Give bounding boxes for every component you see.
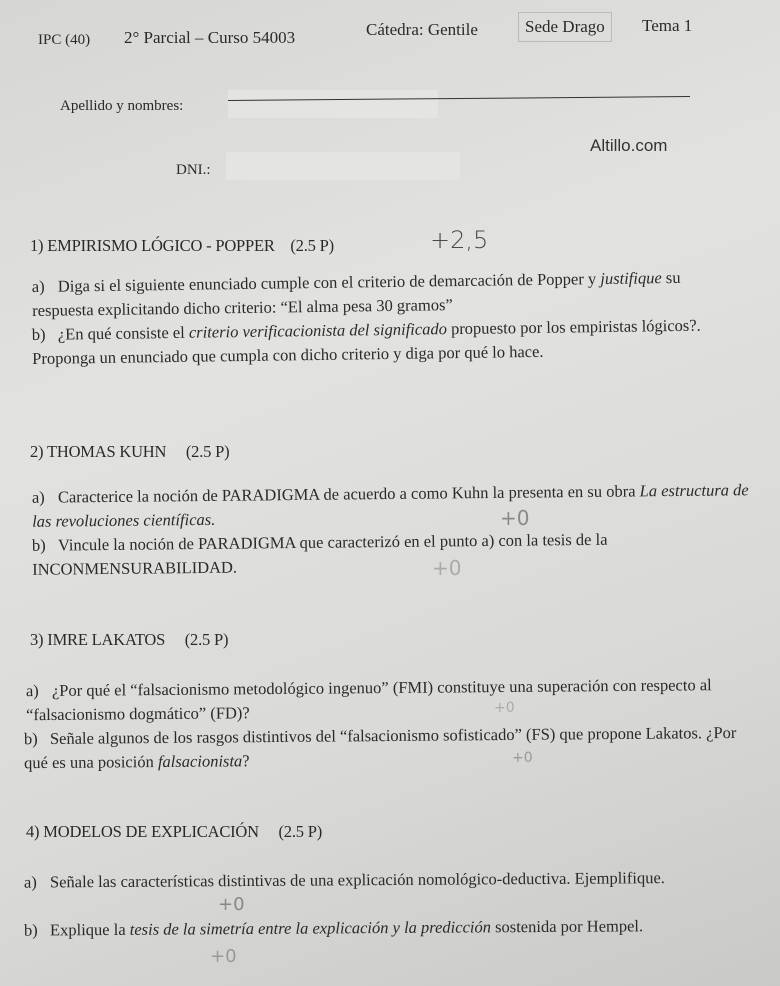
question-label: b): [23, 920, 38, 940]
section-3-title: [30, 630, 228, 650]
section-points: (2.5 P): [290, 236, 334, 255]
question-text: Vincule la noción de PARADIGMA que caracterizó en el punto a) con la tesis de la INCONMENSURABILIDAD.: [32, 529, 608, 579]
question-text-italic: tesis de la simetría entre la explicación y la predicción: [129, 917, 492, 939]
exam-title: 2° Parcial – Curso 54003: [124, 28, 296, 47]
question-4a: [24, 865, 762, 894]
section-2-title: [30, 442, 229, 462]
name-field[interactable]: [228, 90, 438, 118]
question-text: propuesto por los empiristas lógicos?. Proponga un enunciado que cumpla con dicho criterio y diga por qué lo hace.: [32, 315, 701, 368]
dni-field[interactable]: [226, 152, 460, 180]
question-text: Señale las características distintivas de una explicación nomológico-deductiva. Ejemplifique.: [49, 868, 665, 892]
question-text: su respuesta explicitando dicho criterio: “El alma pesa 30 gramos”: [32, 267, 681, 320]
question-4a-grade: +0: [218, 894, 245, 915]
name-label: Apellido y nombres:: [60, 98, 184, 114]
question-2a-grade: +0: [500, 506, 530, 530]
dni-label: DNI.:: [176, 162, 211, 178]
question-3a-grade: +0: [494, 700, 515, 716]
question-label: b): [31, 535, 46, 555]
question-text-italic: falsacionista: [157, 751, 243, 772]
question-text: ¿Por qué el “falsacionismo metodológico ingenuo” (FMI) constituye una superación con respecto al “falsacionismo dogmático” (FD)?: [26, 675, 712, 725]
question-text: Explique la: [49, 919, 130, 940]
question-1b: [32, 313, 745, 371]
section-points: (2.5 P): [185, 442, 230, 461]
question-text-italic: justifique: [600, 268, 662, 289]
question-label: a): [25, 681, 39, 701]
venue-box: [518, 12, 612, 42]
course-code: IPC (40): [38, 32, 91, 48]
watermark: Altillo.com: [590, 136, 668, 155]
question-text: Señale algunos de los rasgos distintivos del “falsacionismo sofisticado” (FS) que propone Lakatos. ¿Por qué es una posición: [24, 722, 737, 773]
topic-label: Tema 1: [642, 16, 693, 35]
question-label: b): [23, 729, 38, 749]
question-label: b): [31, 324, 46, 344]
section-title-text: 3) IMRE LAKATOS: [30, 630, 166, 649]
section-title-text: 2) THOMAS KUHN: [30, 442, 167, 461]
section-1-title: [30, 236, 334, 256]
section-4-title: [26, 822, 322, 842]
question-label: a): [31, 487, 45, 507]
section-points: (2.5 P): [184, 630, 229, 649]
question-3b-grade: +0: [512, 750, 533, 766]
question-4b-grade: +0: [210, 946, 237, 967]
question-text: ?: [242, 751, 250, 771]
question-text-italic: La estructura de las revoluciones científicas.: [32, 480, 749, 531]
section-points: (2.5 P): [278, 822, 323, 841]
section-title-text: 1) EMPIRISMO LÓGICO - POPPER: [30, 236, 275, 255]
question-text-italic: criterio verificacionista del significado: [188, 319, 447, 342]
question-2b-grade: +0: [432, 556, 462, 580]
section-title-text: 4) MODELOS DE EXPLICACIÓN: [26, 822, 259, 841]
question-text: sostenida por Hempel.: [490, 916, 644, 937]
question-2a: [32, 478, 750, 534]
question-text: Diga si el siguiente enunciado cumple con el criterio de demarcación de Popper y: [57, 269, 601, 296]
question-3a: [26, 673, 754, 727]
question-text: Caracterice la noción de PARADIGMA de acuerdo a como Kuhn la presenta en su obra: [57, 481, 640, 507]
question-text: ¿En qué consiste el: [57, 322, 190, 344]
question-3b: [24, 721, 756, 775]
question-2b: [32, 526, 750, 582]
question-label: a): [23, 872, 37, 892]
venue-label: Sede Drago: [525, 17, 605, 36]
section-1-grade: +2,5: [430, 226, 489, 254]
chair-name: Cátedra: Gentile: [366, 20, 478, 39]
question-4b: [24, 913, 764, 942]
question-label: a): [31, 276, 45, 296]
